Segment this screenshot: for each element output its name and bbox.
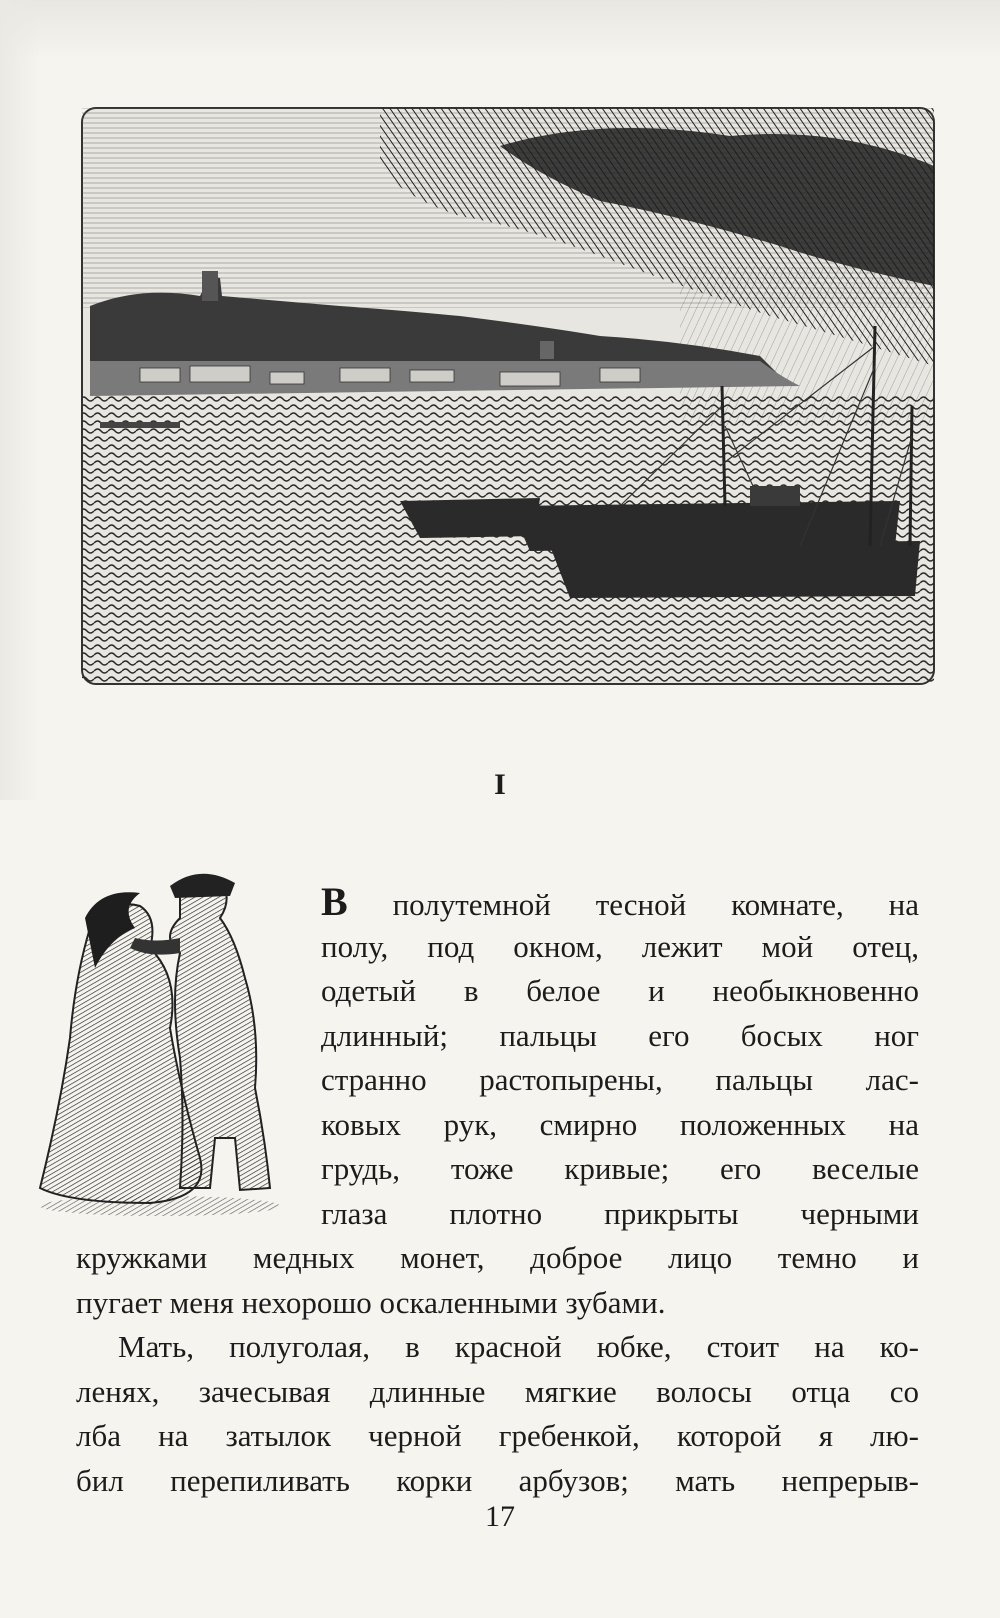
text-line: Мать, полуголая, в красной юбке, стоит на ко-	[118, 1329, 919, 1364]
page-shadow-top	[0, 0, 1000, 60]
text-line: кружками медных монет, доброе лицо темно и	[76, 1240, 919, 1275]
paragraph-1	[76, 880, 919, 1325]
text-line: пугает меня нехорошо оскаленными зубами.	[76, 1284, 666, 1320]
text-line: грудь, тоже кривые; его веселые	[321, 1151, 919, 1186]
text-line: глаза плотно прикрыты черными	[321, 1195, 919, 1231]
text-line: В полутемной тесной комнате, на	[321, 879, 919, 924]
text-line: бил перепиливать корки арбузов; мать непрерыв-	[76, 1462, 919, 1498]
river-landscape-engraving	[80, 106, 936, 686]
page-number: 17	[485, 1500, 515, 1533]
text-line: длинный; пальцы его босых ног	[321, 1017, 919, 1053]
paragraph-2	[76, 1325, 919, 1503]
text-line: странно растопырены, пальцы лас-	[321, 1062, 919, 1097]
text-line: ленях, зачесывая длинные мягкие волосы отца со	[76, 1373, 919, 1409]
chapter-text	[76, 880, 919, 1503]
drop-cap: В	[321, 879, 348, 924]
text-line: лба на затылок черной гребенкой, которой я лю-	[76, 1418, 919, 1453]
page-shadow-left	[0, 0, 40, 800]
text-line: одетый в белое и необыкновенно	[321, 973, 919, 1008]
text-line: полу, под окном, лежит мой отец,	[321, 928, 919, 964]
chapter-number: I	[494, 768, 506, 801]
text-line: ковых рук, смирно положенных на	[321, 1106, 919, 1142]
